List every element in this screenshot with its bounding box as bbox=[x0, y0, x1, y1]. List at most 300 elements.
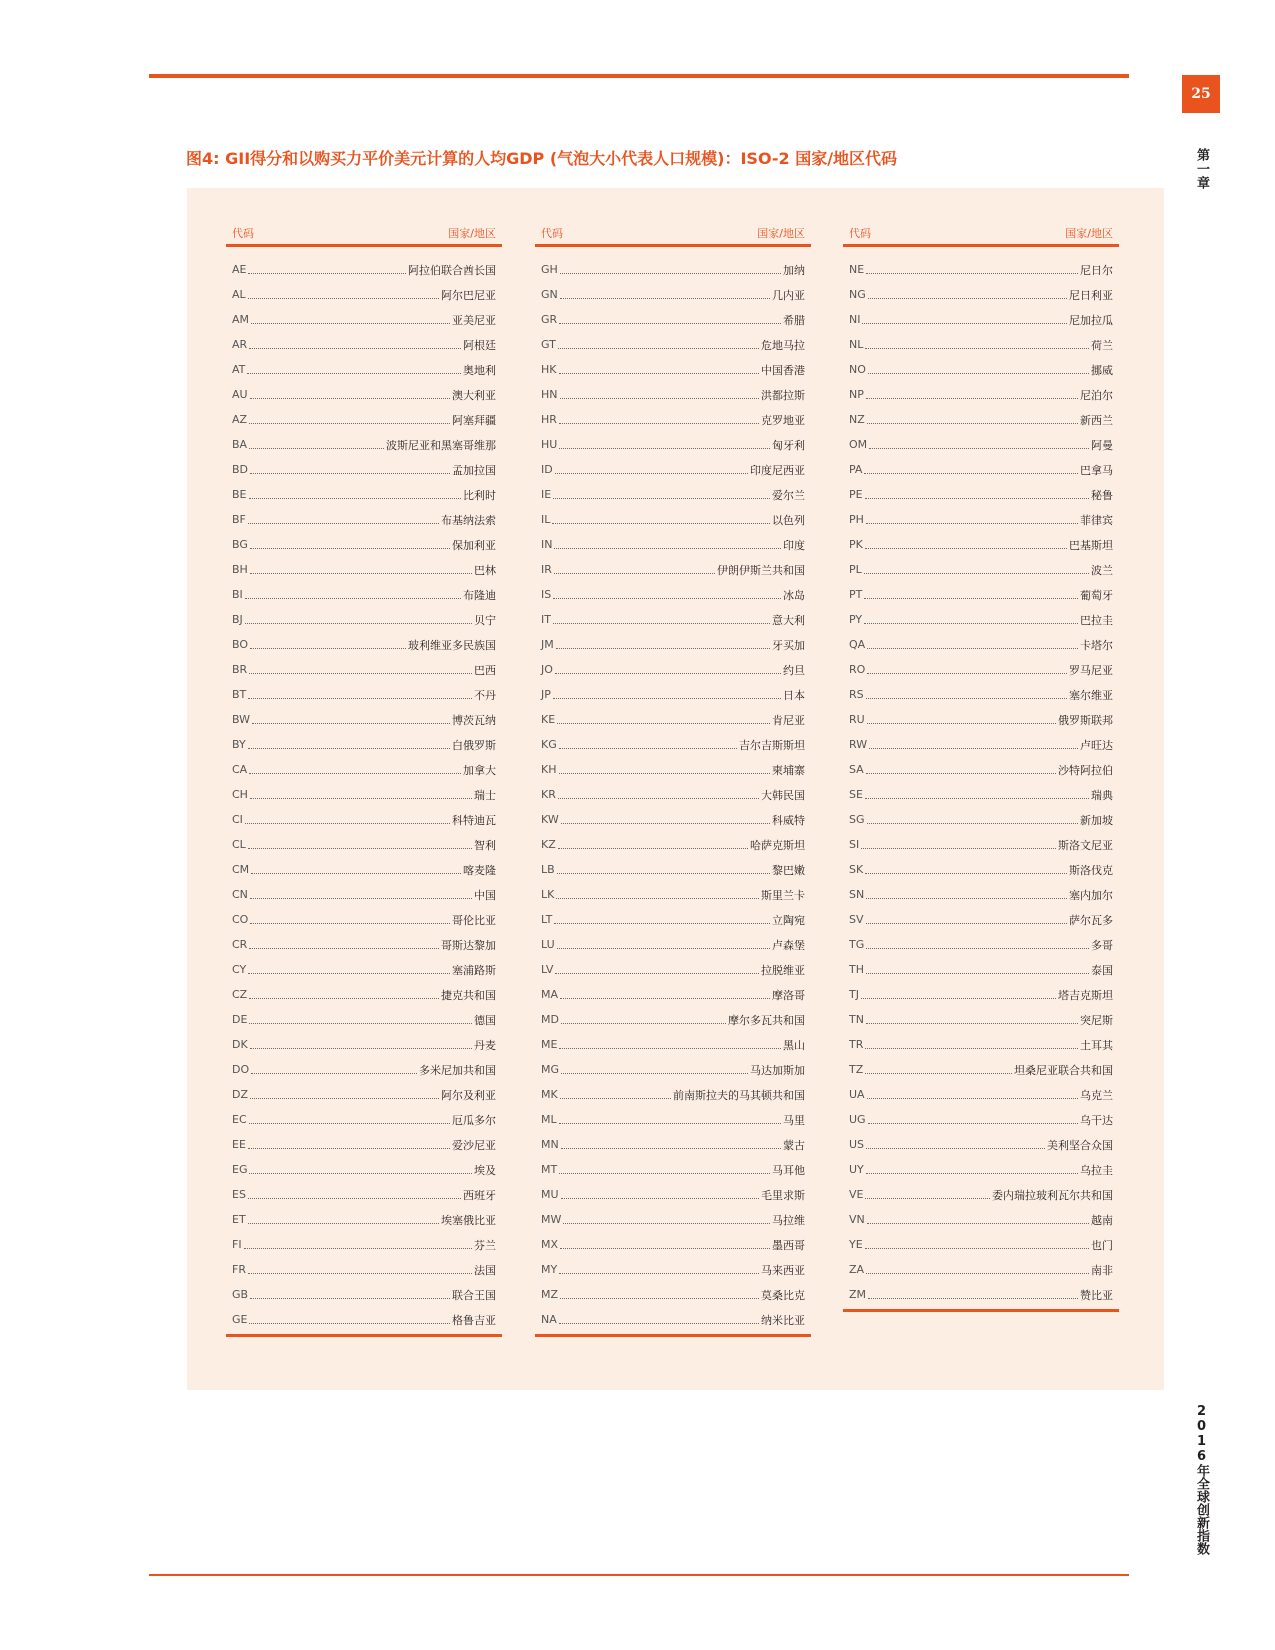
dot-leader bbox=[249, 1322, 450, 1324]
country-code: VE bbox=[849, 1188, 864, 1201]
table-row bbox=[226, 1007, 502, 1032]
table-row bbox=[843, 632, 1119, 657]
table-row bbox=[226, 857, 502, 882]
country-name: 几内亚 bbox=[772, 288, 805, 302]
country-name: 前南斯拉夫的马其顿共和国 bbox=[673, 1088, 805, 1102]
dot-leader bbox=[864, 572, 1089, 574]
country-code: IR bbox=[541, 563, 552, 576]
dot-leader bbox=[864, 472, 1078, 474]
country-name: 科威特 bbox=[772, 813, 805, 827]
table-row bbox=[226, 932, 502, 957]
country-name: 肯尼亚 bbox=[772, 713, 805, 727]
column-header bbox=[535, 223, 811, 247]
column-footer-rule bbox=[535, 1334, 811, 1337]
country-name: 爱尔兰 bbox=[772, 488, 805, 502]
dot-leader bbox=[866, 522, 1078, 524]
dot-leader bbox=[249, 672, 472, 674]
table-row bbox=[535, 1307, 811, 1332]
country-name: 约旦 bbox=[783, 663, 805, 677]
country-code: CA bbox=[232, 763, 248, 776]
dot-leader bbox=[559, 1122, 781, 1124]
country-name: 阿拉伯联合酋长国 bbox=[408, 263, 496, 277]
table-row bbox=[843, 532, 1119, 557]
table-row bbox=[843, 382, 1119, 407]
country-code: QA bbox=[849, 638, 866, 651]
dot-leader bbox=[867, 647, 1078, 649]
table-row bbox=[535, 1207, 811, 1232]
country-code: NZ bbox=[849, 413, 865, 426]
dot-leader bbox=[553, 697, 781, 699]
dot-leader bbox=[560, 272, 781, 274]
country-code: BG bbox=[232, 538, 248, 551]
country-name: 越南 bbox=[1091, 1213, 1113, 1227]
dot-leader bbox=[865, 1197, 990, 1199]
dot-leader bbox=[866, 1172, 1078, 1174]
dot-leader bbox=[248, 297, 439, 299]
table-row bbox=[226, 407, 502, 432]
country-name: 玻利维亚多民族国 bbox=[408, 638, 496, 652]
table-row bbox=[843, 657, 1119, 682]
country-name: 新西兰 bbox=[1080, 413, 1113, 427]
table-row bbox=[535, 1107, 811, 1132]
country-name: 马耳他 bbox=[772, 1163, 805, 1177]
table-row bbox=[535, 957, 811, 982]
country-name: 尼加拉瓜 bbox=[1069, 313, 1113, 327]
dot-leader bbox=[250, 572, 472, 574]
report-label: 2016年全球创新指数 bbox=[1194, 1404, 1209, 1555]
table-row bbox=[843, 1107, 1119, 1132]
dot-leader bbox=[250, 897, 472, 899]
country-code: DE bbox=[232, 1013, 248, 1026]
country-name: 突尼斯 bbox=[1080, 1013, 1113, 1027]
country-code: RU bbox=[849, 713, 865, 726]
dot-leader bbox=[865, 497, 1089, 499]
country-name: 克罗地亚 bbox=[761, 413, 805, 427]
country-name: 危地马拉 bbox=[761, 338, 805, 352]
dot-leader bbox=[559, 1047, 781, 1049]
table-row bbox=[535, 982, 811, 1007]
dot-leader bbox=[249, 1022, 472, 1024]
dot-leader bbox=[249, 422, 450, 424]
country-code: EC bbox=[232, 1113, 247, 1126]
table-row bbox=[843, 307, 1119, 332]
country-name: 立陶宛 bbox=[772, 913, 805, 927]
dot-leader bbox=[867, 422, 1078, 424]
country-code: CM bbox=[232, 863, 250, 876]
country-name: 冰岛 bbox=[783, 588, 805, 602]
country-name: 马达加斯加 bbox=[750, 1063, 805, 1077]
dot-leader bbox=[248, 1272, 472, 1274]
dot-leader bbox=[552, 522, 770, 524]
column-footer-rule bbox=[226, 1334, 502, 1337]
table-row bbox=[843, 257, 1119, 282]
table-row bbox=[226, 1207, 502, 1232]
table-row bbox=[843, 1032, 1119, 1057]
country-name: 蒙古 bbox=[783, 1138, 805, 1152]
table-row bbox=[226, 482, 502, 507]
country-name: 洪都拉斯 bbox=[761, 388, 805, 402]
dot-leader bbox=[561, 1072, 748, 1074]
dot-leader bbox=[248, 1197, 461, 1199]
dot-leader bbox=[866, 922, 1067, 924]
country-name: 以色列 bbox=[772, 513, 805, 527]
dot-leader bbox=[557, 872, 770, 874]
table-row bbox=[226, 782, 502, 807]
dot-leader bbox=[561, 822, 770, 824]
country-name: 保加利亚 bbox=[452, 538, 496, 552]
country-name: 丹麦 bbox=[474, 1038, 496, 1052]
country-name: 卢森堡 bbox=[772, 938, 805, 952]
country-code: BI bbox=[232, 588, 243, 601]
country-name: 斯洛文尼亚 bbox=[1058, 838, 1113, 852]
dot-leader bbox=[248, 272, 406, 274]
country-name: 匈牙利 bbox=[772, 438, 805, 452]
table-row bbox=[843, 357, 1119, 382]
country-code: PH bbox=[849, 513, 864, 526]
country-name: 加纳 bbox=[783, 263, 805, 277]
country-code: IE bbox=[541, 488, 552, 501]
dot-leader bbox=[867, 1097, 1078, 1099]
country-code: NI bbox=[849, 313, 861, 326]
dot-leader bbox=[560, 1247, 770, 1249]
dot-leader bbox=[561, 1197, 759, 1199]
country-code: AZ bbox=[232, 413, 248, 426]
dot-leader bbox=[560, 1097, 671, 1099]
table-row bbox=[226, 632, 502, 657]
country-name: 尼泊尔 bbox=[1080, 388, 1113, 402]
country-code: ZM bbox=[849, 1288, 867, 1301]
country-code: KZ bbox=[541, 838, 556, 851]
country-name: 哈萨克斯坦 bbox=[750, 838, 805, 852]
country-code: KW bbox=[541, 813, 559, 826]
table-row bbox=[843, 1057, 1119, 1082]
country-name: 科特迪瓦 bbox=[452, 813, 496, 827]
dot-leader bbox=[556, 647, 770, 649]
dot-leader bbox=[868, 1297, 1078, 1299]
dot-leader bbox=[865, 797, 1089, 799]
dot-leader bbox=[867, 1222, 1089, 1224]
table-row bbox=[226, 607, 502, 632]
country-name: 马来西亚 bbox=[761, 1263, 805, 1277]
country-code: GT bbox=[541, 338, 556, 351]
country-name: 贝宁 bbox=[474, 613, 496, 627]
country-name: 沙特阿拉伯 bbox=[1058, 763, 1113, 777]
country-code: ID bbox=[541, 463, 553, 476]
country-code: CY bbox=[232, 963, 247, 976]
country-name: 乌克兰 bbox=[1080, 1088, 1113, 1102]
country-code: KG bbox=[541, 738, 557, 751]
table-row bbox=[843, 1082, 1119, 1107]
country-code: EE bbox=[232, 1138, 246, 1151]
table-row bbox=[226, 732, 502, 757]
table-row bbox=[535, 1057, 811, 1082]
country-code: CZ bbox=[232, 988, 248, 1001]
table-row bbox=[226, 557, 502, 582]
dot-leader bbox=[866, 272, 1078, 274]
table-row bbox=[843, 1007, 1119, 1032]
country-code: TZ bbox=[849, 1063, 864, 1076]
table-row bbox=[226, 832, 502, 857]
dot-leader bbox=[865, 1247, 1089, 1249]
country-name: 比利时 bbox=[463, 488, 496, 502]
dot-leader bbox=[865, 547, 1067, 549]
dot-leader bbox=[867, 672, 1067, 674]
country-name: 纳米比亚 bbox=[761, 1313, 805, 1327]
dot-leader bbox=[866, 697, 1067, 699]
country-name: 黑山 bbox=[783, 1038, 805, 1052]
country-name: 新加坡 bbox=[1080, 813, 1113, 827]
dot-leader bbox=[866, 972, 1089, 974]
country-name: 格鲁吉亚 bbox=[452, 1313, 496, 1327]
country-name: 秘鲁 bbox=[1091, 488, 1113, 502]
country-code: FI bbox=[232, 1238, 242, 1251]
dot-leader bbox=[559, 1272, 759, 1274]
dot-leader bbox=[559, 422, 759, 424]
country-name: 尼日尔 bbox=[1080, 263, 1113, 277]
country-code: BR bbox=[232, 663, 248, 676]
dot-leader bbox=[251, 322, 450, 324]
dot-leader bbox=[866, 1272, 1089, 1274]
country-name: 黎巴嫩 bbox=[772, 863, 805, 877]
country-code: BA bbox=[232, 438, 248, 451]
country-code: MT bbox=[541, 1163, 558, 1176]
country-code: CH bbox=[232, 788, 248, 801]
dot-leader bbox=[249, 1172, 472, 1174]
country-name: 斯洛伐克 bbox=[1069, 863, 1113, 877]
table-row bbox=[535, 1032, 811, 1057]
country-name: 巴林 bbox=[474, 563, 496, 577]
table-row bbox=[535, 1132, 811, 1157]
country-name: 大韩民国 bbox=[761, 788, 805, 802]
country-code: UY bbox=[849, 1163, 864, 1176]
column-footer-rule bbox=[843, 1309, 1119, 1312]
table-row bbox=[226, 257, 502, 282]
country-name: 不丹 bbox=[474, 688, 496, 702]
country-code: AM bbox=[232, 313, 250, 326]
dot-leader bbox=[559, 772, 771, 774]
table-row bbox=[226, 1157, 502, 1182]
country-code: TG bbox=[849, 938, 865, 951]
dot-leader bbox=[561, 1147, 781, 1149]
table-row bbox=[226, 707, 502, 732]
country-code: BD bbox=[232, 463, 249, 476]
country-name: 中国香港 bbox=[761, 363, 805, 377]
country-name: 印度尼西亚 bbox=[750, 463, 805, 477]
country-code: TN bbox=[849, 1013, 864, 1026]
country-name: 委内瑞拉玻利瓦尔共和国 bbox=[992, 1188, 1113, 1202]
table-row bbox=[535, 332, 811, 357]
country-name: 白俄罗斯 bbox=[452, 738, 496, 752]
country-code: CI bbox=[232, 813, 243, 826]
table-row bbox=[226, 582, 502, 607]
dot-leader bbox=[249, 497, 462, 499]
country-code: AE bbox=[232, 263, 247, 276]
table-row bbox=[226, 982, 502, 1007]
dot-leader bbox=[557, 722, 770, 724]
dot-leader bbox=[555, 672, 781, 674]
table-row bbox=[843, 582, 1119, 607]
dot-leader bbox=[250, 647, 406, 649]
page-number-badge: 25 bbox=[1182, 75, 1220, 113]
country-code: UG bbox=[849, 1113, 866, 1126]
country-name: 巴基斯坦 bbox=[1069, 538, 1113, 552]
country-name: 瑞典 bbox=[1091, 788, 1113, 802]
dot-leader bbox=[248, 1147, 450, 1149]
country-code: HR bbox=[541, 413, 557, 426]
country-name: 吉尔吉斯斯坦 bbox=[739, 738, 805, 752]
country-code: TJ bbox=[849, 988, 859, 1001]
country-name: 加拿大 bbox=[463, 763, 496, 777]
country-code: BJ bbox=[232, 613, 243, 626]
dot-leader bbox=[861, 997, 1056, 999]
dot-leader bbox=[244, 1247, 472, 1249]
dot-leader bbox=[557, 947, 770, 949]
country-code: AL bbox=[232, 288, 246, 301]
country-name: 德国 bbox=[474, 1013, 496, 1027]
country-name: 赞比亚 bbox=[1080, 1288, 1113, 1302]
country-name: 多米尼加共和国 bbox=[419, 1063, 496, 1077]
country-name: 瑞士 bbox=[474, 788, 496, 802]
country-code: CL bbox=[232, 838, 246, 851]
table-row bbox=[843, 432, 1119, 457]
table-row bbox=[843, 957, 1119, 982]
dot-leader bbox=[252, 722, 450, 724]
dot-leader bbox=[865, 347, 1089, 349]
dot-leader bbox=[866, 397, 1078, 399]
table-row bbox=[226, 457, 502, 482]
country-code: VN bbox=[849, 1213, 865, 1226]
table-row bbox=[226, 1107, 502, 1132]
table-row bbox=[843, 932, 1119, 957]
table-row bbox=[226, 382, 502, 407]
country-name: 澳大利亚 bbox=[452, 388, 496, 402]
country-code: MK bbox=[541, 1088, 558, 1101]
code-header: 代码 bbox=[849, 227, 871, 240]
table-row bbox=[535, 357, 811, 382]
dot-leader bbox=[555, 972, 759, 974]
country-code: HK bbox=[541, 363, 557, 376]
country-code: MG bbox=[541, 1063, 560, 1076]
country-code: IL bbox=[541, 513, 551, 526]
table-row bbox=[535, 1007, 811, 1032]
table-row bbox=[843, 1207, 1119, 1232]
country-code: BW bbox=[232, 713, 251, 726]
country-code: BO bbox=[232, 638, 249, 651]
country-code: SA bbox=[849, 763, 864, 776]
dot-leader bbox=[560, 397, 760, 399]
country-code: KE bbox=[541, 713, 556, 726]
country-name: 爱沙尼亚 bbox=[452, 1138, 496, 1152]
row-list bbox=[843, 247, 1119, 1307]
country-code: TH bbox=[849, 963, 864, 976]
country-code: JO bbox=[541, 663, 553, 676]
country-code: DK bbox=[232, 1038, 248, 1051]
table-row bbox=[535, 582, 811, 607]
table-row bbox=[226, 282, 502, 307]
country-name: 布基纳法索 bbox=[441, 513, 496, 527]
table-row bbox=[226, 432, 502, 457]
country-code: DZ bbox=[232, 1088, 249, 1101]
country-code: MD bbox=[541, 1013, 559, 1026]
table-row bbox=[226, 307, 502, 332]
dot-leader bbox=[556, 897, 759, 899]
table-row bbox=[226, 657, 502, 682]
country-code: RO bbox=[849, 663, 866, 676]
country-code: BF bbox=[232, 513, 246, 526]
dot-leader bbox=[250, 472, 450, 474]
country-name: 马里 bbox=[783, 1113, 805, 1127]
country-name: 中国 bbox=[474, 888, 496, 902]
country-name: 毛里求斯 bbox=[761, 1188, 805, 1202]
dot-leader bbox=[249, 1122, 450, 1124]
table-row bbox=[535, 1232, 811, 1257]
country-name: 阿尔巴尼亚 bbox=[441, 288, 496, 302]
dot-leader bbox=[866, 1022, 1078, 1024]
table-row bbox=[535, 1282, 811, 1307]
country-code: SK bbox=[849, 863, 864, 876]
country-name: 波兰 bbox=[1091, 563, 1113, 577]
country-code: GE bbox=[232, 1313, 248, 1326]
country-code: SI bbox=[849, 838, 860, 851]
table-row bbox=[843, 782, 1119, 807]
country-code: TR bbox=[849, 1038, 864, 1051]
country-code: SE bbox=[849, 788, 863, 801]
country-code: JP bbox=[541, 688, 551, 701]
table-row bbox=[843, 757, 1119, 782]
country-name: 孟加拉国 bbox=[452, 463, 496, 477]
dot-leader bbox=[248, 847, 472, 849]
column-header bbox=[226, 223, 502, 247]
country-name: 乌拉圭 bbox=[1080, 1163, 1113, 1177]
country-name: 日本 bbox=[783, 688, 805, 702]
dot-leader bbox=[866, 1147, 1045, 1149]
country-name: 奥地利 bbox=[463, 363, 496, 377]
country-name: 墨西哥 bbox=[772, 1238, 805, 1252]
country-code: PE bbox=[849, 488, 863, 501]
country-name: 巴拉圭 bbox=[1080, 613, 1113, 627]
dot-leader bbox=[249, 772, 461, 774]
dot-leader bbox=[558, 797, 759, 799]
table-row bbox=[226, 1307, 502, 1332]
table-row bbox=[535, 807, 811, 832]
country-code: LU bbox=[541, 938, 555, 951]
country-name: 布隆迪 bbox=[463, 588, 496, 602]
country-name: 埃塞俄比亚 bbox=[441, 1213, 496, 1227]
code-column-3 bbox=[843, 223, 1119, 1312]
table-row bbox=[535, 907, 811, 932]
country-name: 泰国 bbox=[1091, 963, 1113, 977]
table-row bbox=[535, 607, 811, 632]
dot-leader bbox=[867, 722, 1056, 724]
country-name: 喀麦隆 bbox=[463, 863, 496, 877]
dot-leader bbox=[865, 1047, 1078, 1049]
dot-leader bbox=[862, 322, 1067, 324]
dot-leader bbox=[559, 322, 781, 324]
dot-leader bbox=[248, 972, 450, 974]
country-name: 塔吉克斯坦 bbox=[1058, 988, 1113, 1002]
table-row bbox=[843, 482, 1119, 507]
country-code: BT bbox=[232, 688, 247, 701]
code-column-2 bbox=[535, 223, 811, 1337]
code-column-1 bbox=[226, 223, 502, 1337]
country-code: SG bbox=[849, 813, 865, 826]
table-row bbox=[843, 332, 1119, 357]
country-code: YE bbox=[849, 1238, 863, 1251]
country-name: 印度 bbox=[783, 538, 805, 552]
country-code: GH bbox=[541, 263, 558, 276]
country-code: MA bbox=[541, 988, 559, 1001]
country-code: NP bbox=[849, 388, 864, 401]
